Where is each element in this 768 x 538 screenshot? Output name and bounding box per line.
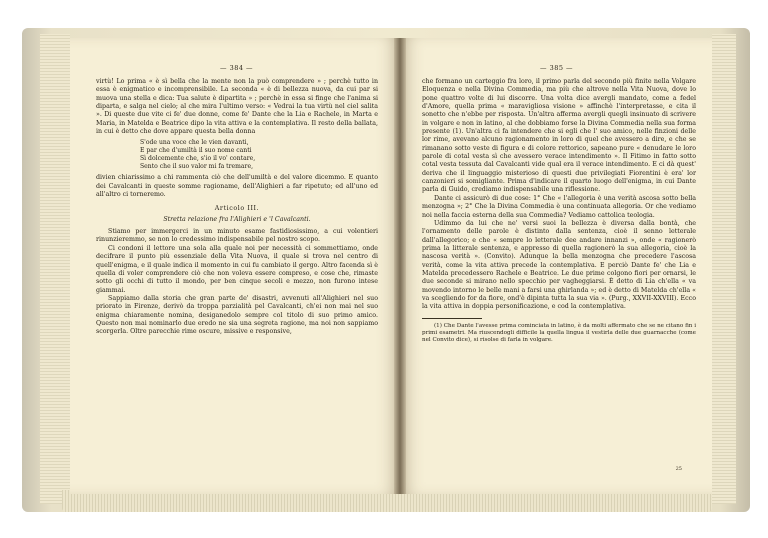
right-paragraph-3: Udimmo da lui che ne' versi suoi la bellezza è diversa dalla bontà, che l'ornamento delle parole è distinto dalla sentenza, cioè il senno letterale dall'allegorico; e che « sempre lo letterale dee andare innanzi », onde « ragionerò prima la litterale sentenza, e appresso di quella ragionerò la sua allegoria, cioè la nascosa verità ». (Convito). Adunque la bella menzogna che precedere l'ascosa verità, come la vita attiva precede la contemplativa. E perciò Dante fe' che Lia e Matelda precedessero Rachele e Beatrice. Le due prime colgono fiori per ornarsi, le due seconde si mirano nello specchio per vagheggiarsi. È detto di Lia ch'ella « va movendo intorno le belle mani a farsi una ghirlanda »; ed è detto di Matelda ch'ella « va scegliendo for da fiore, ond'è dipinta tutta la sua via ». (Purg., XXVII-XXVIII). Ecco la vita attiva in doppia personificazione, e cod la contemplativa. [422,219,696,311]
right-page-stack [712,34,736,504]
left-paragraph-5: Sappiamo dalla storia che gran parte de' disastri, avvenuti all'Alighieri nel suo priorato in Firenze, derivò da troppa parzialità pel Cavalcanti, ch'ei non mai nel suo enigma chiaramente nomina, desiganedolo sempre col titolo di suo primo amico. Questo non mai nominarlo due eredo ne sia una segreta ragione, ma noi non sappiamo scorgerla. Oltre parecchie rime oscure, missive e responsive, [96,294,378,336]
left-paragraph-4: Ci condoni il lettore una sola alla quale noi per necessità ci sommettiamo, onde decifrare il punto più essenziale della Vita Nuova, il quale si trova nel centro di quell'enigma, e il quale indica il momento in cui fu cambiato il gergo. Altro facenda sì è quella di voler comprendere ciò che non voleva essere compreso, e cose che, rimaste sotto gli occhi di tutto il mondo, per ben cinque secoli e mezzo, non furono intese giammai. [96,244,378,294]
right-paragraph-1: che formano un carteggio fra loro, il primo parla del secondo più finite nella Volgare Eloquenza e nella Divina Commedia, ma più che altrove nella Vita Nuova, dove lo pone quattro volte di lui discorre. Una volta dice avergli mandato, come a fedel d'Amore, quella prima « maravigliosa visione » affinchè l'interpretasse, e cita il sonetto che n'ebbe per risposta. Un'altra afferma avergli quegli insinuato di scrivere in volgare e non in latino, al che dobbiamo forse la Divina Commedia nella sua forma presente (1). Un'altra ci fa intendere che si egli che l' suo amico, nelle finzioni delle lor rime, avevano alcuno ragionamento in loro di quel che avessero a dire, e che se rimanano sotto veste di figura e di colore rettorico, sapeano pure « denudare le loro parole di cotal vesta sì che avessero verace intendimento ». Il Fitimo in fatto sotto cotal vesta tessuta dal Cavalcanti vide qual era il verace intendimento. E ci dà quest' deriva che il linguaggio misterioso di questi due privilegiati Fiorentini è era' lor canzonieri si somigliante. Prima d'indicare il quarto luogo dell'enigma, in cui Dante parla di Guido, crediamo indispensabile una riflessione. [422,78,696,194]
verse-line: Sì dolcemente che, s'io il vo' contare, [140,155,256,163]
left-page-stack [40,34,70,504]
footnote: (1) Che Dante l'avesse prima cominciata in latino, è da molti affermato che se ne citano fin i primi esametri. Ma riuscendogli difficile la quella lingua il vestirla delle due guarnacche (come nel Convito dice), si risolse di farla in volgare. [422,322,696,343]
book-gutter [394,38,406,494]
left-page-number: — 384 — [220,64,254,72]
left-paragraph-3: Stiamo per immergerci in un minuto esame fastidiosissimo, a cui volentieri rinunzieremmo, se non lo credessimo indispensabile pel nostro scopo. [96,228,378,244]
footnote-rule [422,318,482,319]
left-paragraph-1: virtù! Lo prima « è sì bella che la mente non la può comprendere » ; perchè tutto in essa è enigmatico e incomprensibile. La seconda « è di bellezza nuova, da cui par si muova una stella e dica: Tua salute è dipartita » ; perchè in essa si finge che l'anima si diparta, e salga nel cielo; al che mira l'ultimo verso: « Vedrai la tua virtù nel ciel salita ». Di queste due vite ci fe' due donne, come fe' Dante che la Lia e Rachele, in Marta e Maria, in Matelda e Beatrice dipo la vita attiva e la contemplativa. Il resto della ballata, in cui è detto che dove appare questa bella donna [96,78,378,136]
right-paragraph-2: Dante ci assicurò di due cose: 1° Che « l'allegoria è una verità ascosa sotto bella menzogna »; 2° Che la Divina Commedia è una continuata allegoria. Or che vediamo noi nella faccia esterna della sua Commedia? Vediamo cattolica teologia. [422,194,696,219]
open-book [22,28,750,512]
article-heading: Articolo III. [214,205,260,213]
verse-line: E par che d'umiltà il suo nome canti [140,147,252,155]
verse-line: Sento che il suo valor mi fa tremare, [140,163,254,171]
right-page [400,38,712,494]
signature-mark: 25 [675,466,682,472]
left-paragraph-2: divien chiarissimo a chi rammenta ciò che dell'umiltà e del valore dicemmo. E quanto dei Cavalcanti in queste somme ragioname, dell'Alighieri a far ripetuto; ed all'uno ed all'altro ci torneremo. [96,174,378,199]
left-page [70,38,400,494]
right-page-number: — 385 — [540,64,574,72]
verse-block [140,139,378,171]
left-page-text [96,78,378,337]
article-subheading: Stretta relazione fra l'Alighieri e 'l Cavalcanti. [163,215,311,223]
right-page-text [422,78,696,344]
verse-line: S'ode una voce che le vien davanti, [140,139,249,147]
